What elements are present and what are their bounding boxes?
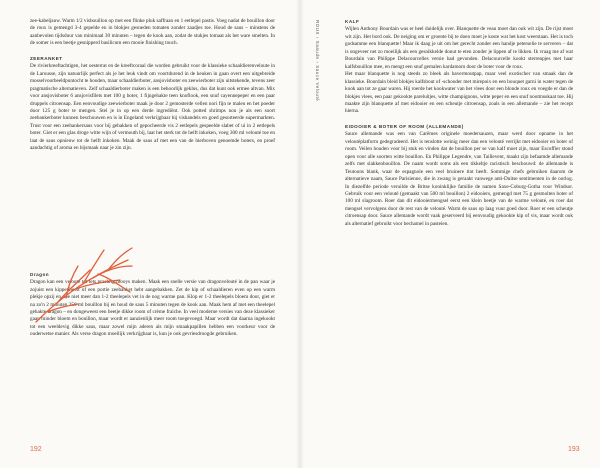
section-heading-dragon: Dragon [30,271,50,277]
right-column [345,18,573,228]
section-text-kalf: Wijlen Anthony Bourdain was er heel duidelijk over. Blanquette de veau moet dan ook wit zijn. De rijst moet wit zijn. Het bord ook. De neiging om er groente bij te doen moet je koste wat het kost weerstaan. Het is toch godsamme een blanquette! Maar ik daag je uit om het gerecht zonder een handje peterselie te serveren – dat is ongeveer net zo moeilijk als een gesnikkelde donut te eten zonder je lippen af te likken. Ik vraag me af wat Bourdain van Philippe Delacourcelles versie had gevonden. Delacourcelle kookt sterrenpjes met haar kalfsbouillon mee, en mengt een snuf gemalen kardamom door de boter voor de roux. Het maar blanquette is nog steeds zo bleek als havermoutpap, maar veel exotischer van smaak dan de klassieke. Bourdain bleid blokjes kalfsbout of -schouder met mirepoix en een bouquet garni in water tegen de kook aan tot ze gaar waren. Hij roerde het kookwater van het vlees door een blonde roux en voegde er dan de blokjes vlees, een paar gekookte pareluitjes, witte champignons, witte peper en een snuf nootmuskaat toe. Hij maakte zijn blanquette af met eidooier en een scheutje citroensap, zoals in een allemande – zie het recept hierna. [345,26,573,115]
section-text-zeebanket: De rivierkreeftachtigen, het oesterrat en de kreeftcoraal die worden gebruikt voor de klassieke schaaldierenveloute in de Larousse, zijn natuurlijk perfect als je het leuk vindt om voortdurend in de keuken in gaan overt een uitgebreide mosselvoorbeeldpuntocht te houden, maar schaaldierboter, ansjovisboter en zeewierboter zijn uitstekende, tevens zeer pragmatische alternatieven. Zelf schaaldierboter maken is een behoorlijk geklus, dus dat kunt ook ermee altvan. Mix voor ansjovisboter 6 ansjovisfilets met 100 g boter, 1 fijngehakte teen knoflook, een snuf cayennepeper en een paar druppels citroensap. Een eenvoudige zeewierboter maak je door 2 gemosterde vellen nori fijn te malen en het poeder door 125 g boter te mengen. Stel je in op een derde ingrediënt. Ook potted shrimps nou je als een soort zeebankerboter kunnen beschouwen en is in Engeland verkrijgbaar bij vishandels en goed gesorteerde supermarkten. Trust voor een zeebankersaus voor bij gebakken of gepocheerde vis 2 eetlepels gespeelde slabet of ui in 2 eetlepels boter. Giet er een glas droge witte wijn of vermouth bij, laat het sterk tot de helft inkoken, voeg 300 ml velouté toe en laat de saus opnieuw tot de helft inkoken. Maak de saus af met een van de hierboven genoemde boters, en proef aandachtig of aroma en bijsmaak naar je zin zijn. [30,63,275,152]
section-heading-zeebanket: ZEERANKET [30,55,63,61]
page-number-left: 192 [30,446,42,453]
section-heading-allemande: EIDOOIER & BOTER OF ROOM (ALLEMANDE) [345,123,464,129]
section-text-allemande: Sauce allemande was een van Carêmes originele moedersauzen, maar werd door opname in het veloutéplatform gedegradeerd. Het is tenslotte weinig meer dan een velouté verrijkt met eidooier en boter of room. Veilen houden voor bij stuk en vinden dat de bouillon per se van kalf moet zijn, maar Escoffier stond open voor alle soorten witte bouillon. En Philippe Legendre, van Taillevent, maakt zijn befaamde allemande zelfs met slakkenbouillon. De naam wordt soms als een tikkeltje racistisch beschouwd: de allemande is Teutoons blank, waar de espagnole een veel bruinere tint heeft. Sommige chefs gebruiken daarom de alternatieve naam, Sauce Parisienne, die in zwang is geraakt vanwege anti-Duitse sentimenten in de oorlog. In diezelfde periode veruilde de Britse koninklijke familie de namen Saxe-Coburg-Gotha voor Windsor. Gebruik voor een velouté (gemaakt van 500 ml bouillon) 2 eidooiers, gemengd met 75 g gesmolten boter of 100 ml slagroom. Roer dan dit eidooiermengsel eerst een klein beetje van de warme velouté, en roer dat mengsel vervolgens door de rest van de velouté. Warm de saus op laag vuur goed door. Roer er een scheutje citroensap door. Sauce allemande wordt vaak geserveerd bij eenvoudig gekookte kip of vis, maar wordt ook als alternatief gebruikt voor bechamel in pasteien. [345,131,573,227]
section-heading-kalf: KALF [345,19,360,24]
tarragon-sprig-illustration [28,240,138,330]
page-number-right: 193 [568,446,580,453]
intro-paragraph: zee-kabeljauw. Warm 1/2 visbouillon op met een flinke pluk saffraan en 1 eetlepel pastis. Voeg nadat de bouillon door de roux is gemengd 3-4 gepelde en in blokjes gesneden tomaten zonder zaadjes toe. Houd de saus – minstens de aanbevolen tijdsduur van minimaal 30 minuten – tegen de kook aan, zodat de stukjes tomaat als het ware smelten. In de somer is een beetje gesnipperd basilicum een mooie finishing touch. [30,18,275,47]
running-head: ROUX › Saaudn › Sauce Velouté [315,20,320,102]
section-text-dragon: Dragon kan een velouté tot iets prachtig mooys maken. Maak een snelle versie van dragonvelouté in de pan waar je zojuist een kippenborst of een portie zeebanket hebt aangebakken. Zet de kip of schaaldieren even op een warm plekje opzij en doe niet meer dan 1-2 theelepels vet in de nog warme pan. Klop er 1-2 theelepels bloem door, giet er na zo'n 2 minuten 250 ml bouillon bij en houd de saus 5 minuten tegen de kook aan. Maak hem af met een theelepel gehakte dragon – en dongeweest een beetje dikke room of crème fraiche. In veel moderne versies van deze klassieker gaan minder bloem en bouillon, maar wordt er aanzienlijk meer room toegevoegd. Maar wordt dat daarna ingekookt tot een weeldevig dikke saus, maar zowel mijn aderen als mijn smaakpapillen hebben een voorkeur voor de ouderwetse manier. Als verse dragon moeilijk verkrijgbaar is, kun je ook gevriesdroogde gebruiken. [30,279,275,338]
